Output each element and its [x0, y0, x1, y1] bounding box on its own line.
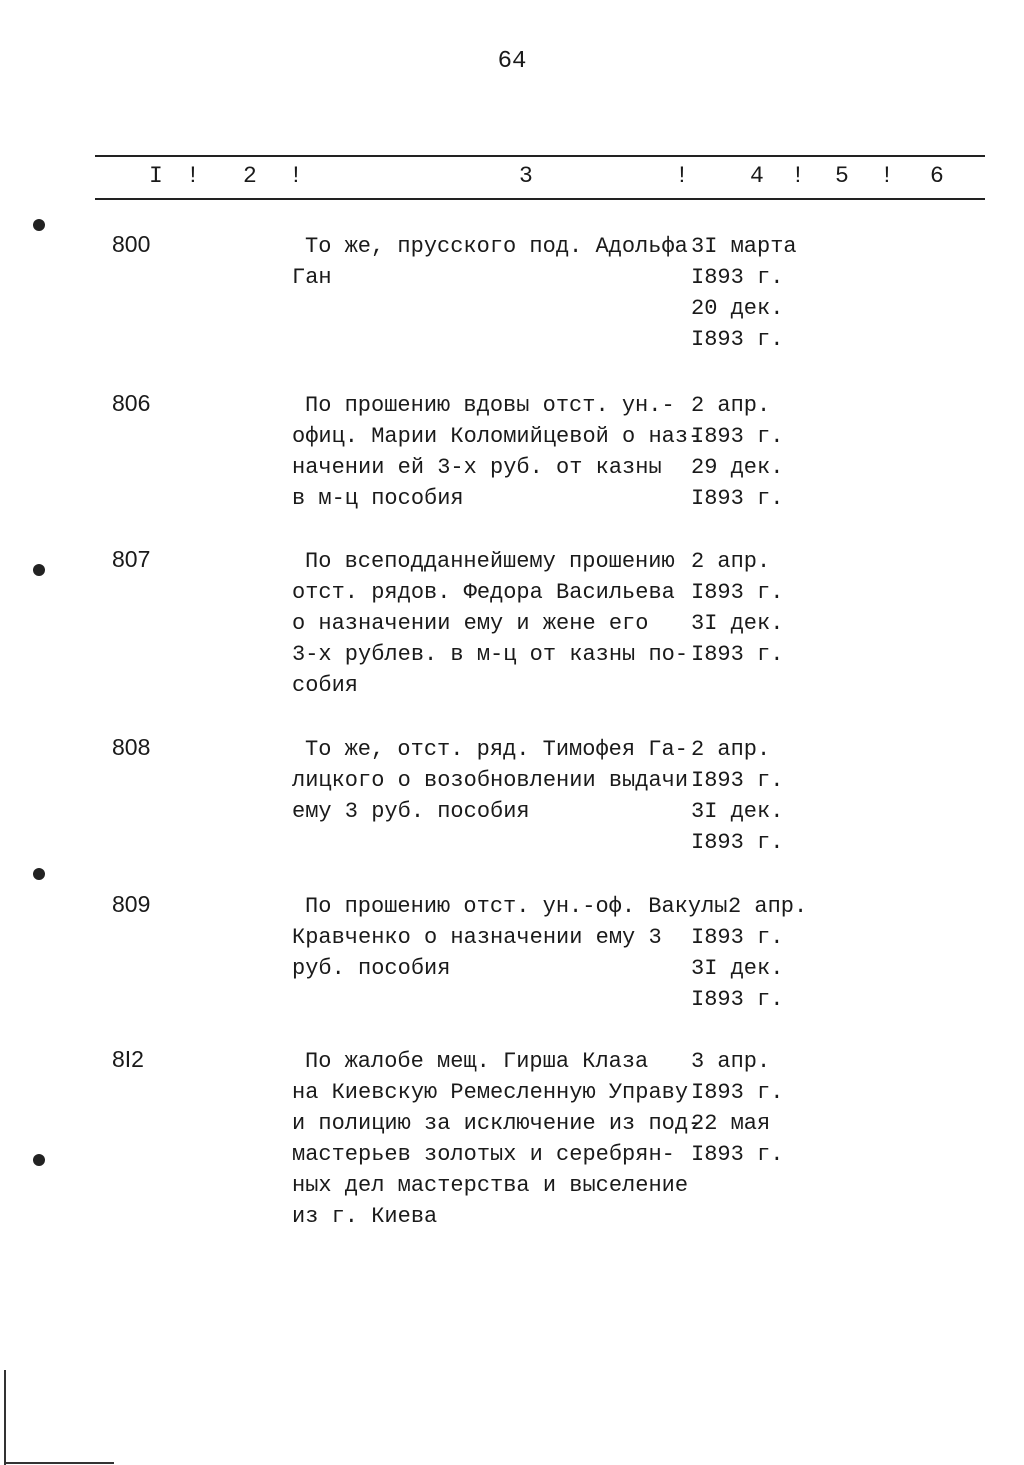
description-line: По прошению отст. ун.-оф. Вакулы: [305, 894, 728, 919]
date-line: I893 г.: [691, 768, 784, 793]
column-separator: !: [289, 163, 303, 189]
column-header-5: 5: [835, 163, 849, 189]
column-header-6: 6: [930, 163, 944, 189]
date-line: 2 апр.: [728, 894, 808, 919]
description-line: 3-х рублев. в м-ц от казны по-: [292, 642, 689, 667]
description-line: офиц. Марии Коломийцевой о наз-: [292, 424, 702, 449]
entry-description: [292, 231, 692, 293]
entry-description: [292, 390, 702, 514]
date-line: I893 г.: [691, 327, 784, 352]
description-line: руб. пособия: [292, 956, 451, 981]
entry-description: [292, 1046, 702, 1232]
description-line: лицкого о возобновлении выдачи: [292, 768, 689, 793]
column-header-4: 4: [750, 163, 764, 189]
entry-number: 808: [112, 734, 151, 760]
date-line: 20 дек.: [691, 296, 784, 321]
description-line: По жалобе мещ. Гирша Клаза: [305, 1049, 649, 1074]
scan-edge-line: [4, 1370, 6, 1465]
date-line: 22 мая: [691, 1111, 771, 1136]
entry-dates: [691, 231, 821, 355]
column-header-2: 2: [243, 163, 257, 189]
description-line: То же, прусского под. Адольфа: [305, 234, 688, 259]
punch-hole: [33, 1154, 45, 1166]
date-line: 2 апр.: [691, 549, 771, 574]
date-line: 3I марта: [691, 234, 797, 259]
table-header-top-rule: [95, 155, 985, 157]
entry-number: 806: [112, 390, 151, 416]
description-line: По прошению вдовы отст. ун.-: [305, 393, 675, 418]
date-line: 2 апр.: [691, 393, 771, 418]
date-line: 3 апр.: [691, 1049, 771, 1074]
entry-dates: [691, 734, 821, 858]
punch-hole: [33, 868, 45, 880]
date-line: 2 апр.: [691, 737, 771, 762]
entry-dates: [691, 922, 821, 1015]
entry-dates: [691, 1046, 821, 1170]
column-separator: !: [880, 163, 894, 189]
description-line: Кравченко о назначении ему 3: [292, 925, 662, 950]
column-header-3: 3: [519, 163, 533, 189]
column-separator: !: [675, 163, 689, 189]
date-line: 3I дек.: [691, 611, 784, 636]
date-line: 3I дек.: [691, 799, 784, 824]
punch-hole: [33, 219, 45, 231]
description-line: отст. рядов. Федора Васильева: [292, 580, 675, 605]
date-line: I893 г.: [691, 987, 784, 1012]
date-line: I893 г.: [691, 642, 784, 667]
date-line: 29 дек.: [691, 455, 784, 480]
description-line: в м-ц пособия: [292, 486, 464, 511]
description-line: на Киевскую Ремесленную Управу: [292, 1080, 689, 1105]
description-line: То же, отст. ряд. Тимофея Га-: [305, 737, 688, 762]
punch-hole: [33, 564, 45, 576]
column-header-1: I: [149, 163, 163, 189]
column-separator: !: [186, 163, 200, 189]
entry-number: 800: [112, 231, 151, 257]
date-line: I893 г.: [691, 486, 784, 511]
description-line: ему 3 руб. пособия: [292, 799, 530, 824]
entry-dates: [691, 546, 821, 670]
description-line: и полицию за исключение из под-: [292, 1111, 702, 1136]
page-number: 64: [497, 48, 527, 75]
description-line: ных дел мастерства и выселение: [292, 1173, 689, 1198]
description-line: мастерьев золотых и серебрян-: [292, 1142, 675, 1167]
entry-description: [292, 734, 692, 827]
scan-edge-line: [4, 1462, 114, 1464]
entry-number: 807: [112, 546, 151, 572]
description-line: о назначении ему и жене его: [292, 611, 649, 636]
description-line: Ган: [292, 265, 332, 290]
date-line: I893 г.: [691, 925, 784, 950]
column-separator: !: [791, 163, 805, 189]
table-header-bottom-rule: [95, 198, 985, 200]
description-line: начении ей 3-х руб. от казны: [292, 455, 662, 480]
entry-description: [292, 546, 692, 701]
entry-number: 8I2: [112, 1046, 144, 1072]
date-line: I893 г.: [691, 830, 784, 855]
date-line: I893 г.: [691, 424, 784, 449]
date-line: I893 г.: [691, 1142, 784, 1167]
date-line: I893 г.: [691, 265, 784, 290]
description-line: собия: [292, 673, 359, 698]
description-line: По всеподданнейшему прошению: [305, 549, 675, 574]
date-line: I893 г.: [691, 580, 784, 605]
entry-number: 809: [112, 891, 151, 917]
date-line: I893 г.: [691, 1080, 784, 1105]
description-line: из г. Киева: [292, 1204, 438, 1229]
entry-dates: [691, 390, 821, 514]
entry-description: [292, 891, 728, 984]
date-line: 3I дек.: [691, 956, 784, 981]
entry-dates: [728, 891, 858, 922]
